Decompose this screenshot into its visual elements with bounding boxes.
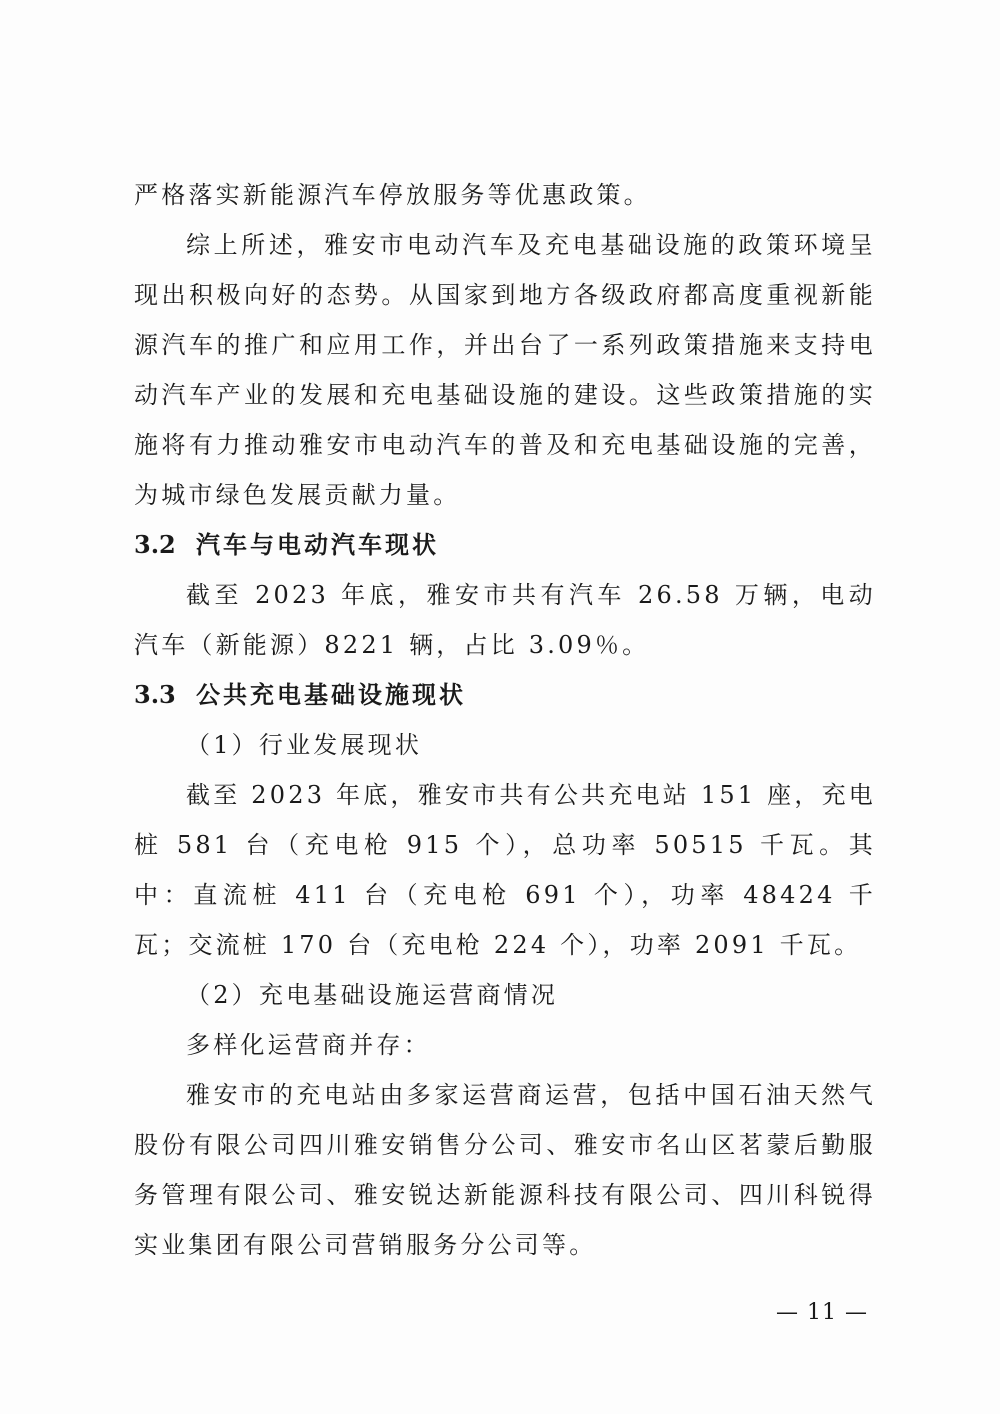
section-number: 3.2 xyxy=(134,530,176,559)
paragraph-diverse-operators: 多样化运营商并存： xyxy=(186,1031,431,1059)
paragraph-charging-stations: 截至 2023 年底，雅安市共有公共充电站 151 座，充电桩 581 台（充电枪 915 个），总功率 50515 千瓦。其中：直流桩 411 台（充电枪 691 个），功率 48424 千瓦；交流桩 170 台（充电枪 224 个），功率 2091 千瓦。 xyxy=(134,781,876,959)
section-heading-3-2 xyxy=(134,520,876,570)
paragraph-preferential-policies: 严格落实新能源汽车停放服务等优惠政策。 xyxy=(134,181,651,209)
section-title: 公共充电基础设施现状 xyxy=(196,680,466,709)
paragraph-summary: 综上所述，雅安市电动汽车及充电基础设施的政策环境呈现出积极向好的态势。从国家到地方各级政府都高度重视新能源汽车的推广和应用工作，并出台了一系列政策措施来支持电动汽车产业的发展和充电基础设施的建设。这些政策措施的实施将有力推动雅安市电动汽车的普及和充电基础设施的完善，为城市绿色发展贡献力量。 xyxy=(134,231,876,509)
section-title: 汽车与电动汽车现状 xyxy=(196,530,439,559)
subheading-operators: （2）充电基础设施运营商情况 xyxy=(186,981,559,1009)
page-body xyxy=(134,170,876,1270)
paragraph-vehicle-status: 截至 2023 年底，雅安市共有汽车 26.58 万辆，电动汽车（新能源）8221 辆，占比 3.09％。 xyxy=(134,581,876,659)
paragraph-operator-list: 雅安市的充电站由多家运营商运营，包括中国石油天然气股份有限公司四川雅安销售分公司、雅安市名山区茗蒙后勤服务管理有限公司、雅安锐达新能源科技有限公司、四川科锐得实业集团有限公司营销服务分公司等。 xyxy=(134,1081,876,1259)
subheading-industry-status: （1）行业发展现状 xyxy=(186,731,423,759)
section-heading-3-3 xyxy=(134,670,876,720)
page-number: — 11 — xyxy=(776,1300,868,1325)
section-number: 3.3 xyxy=(134,680,176,709)
